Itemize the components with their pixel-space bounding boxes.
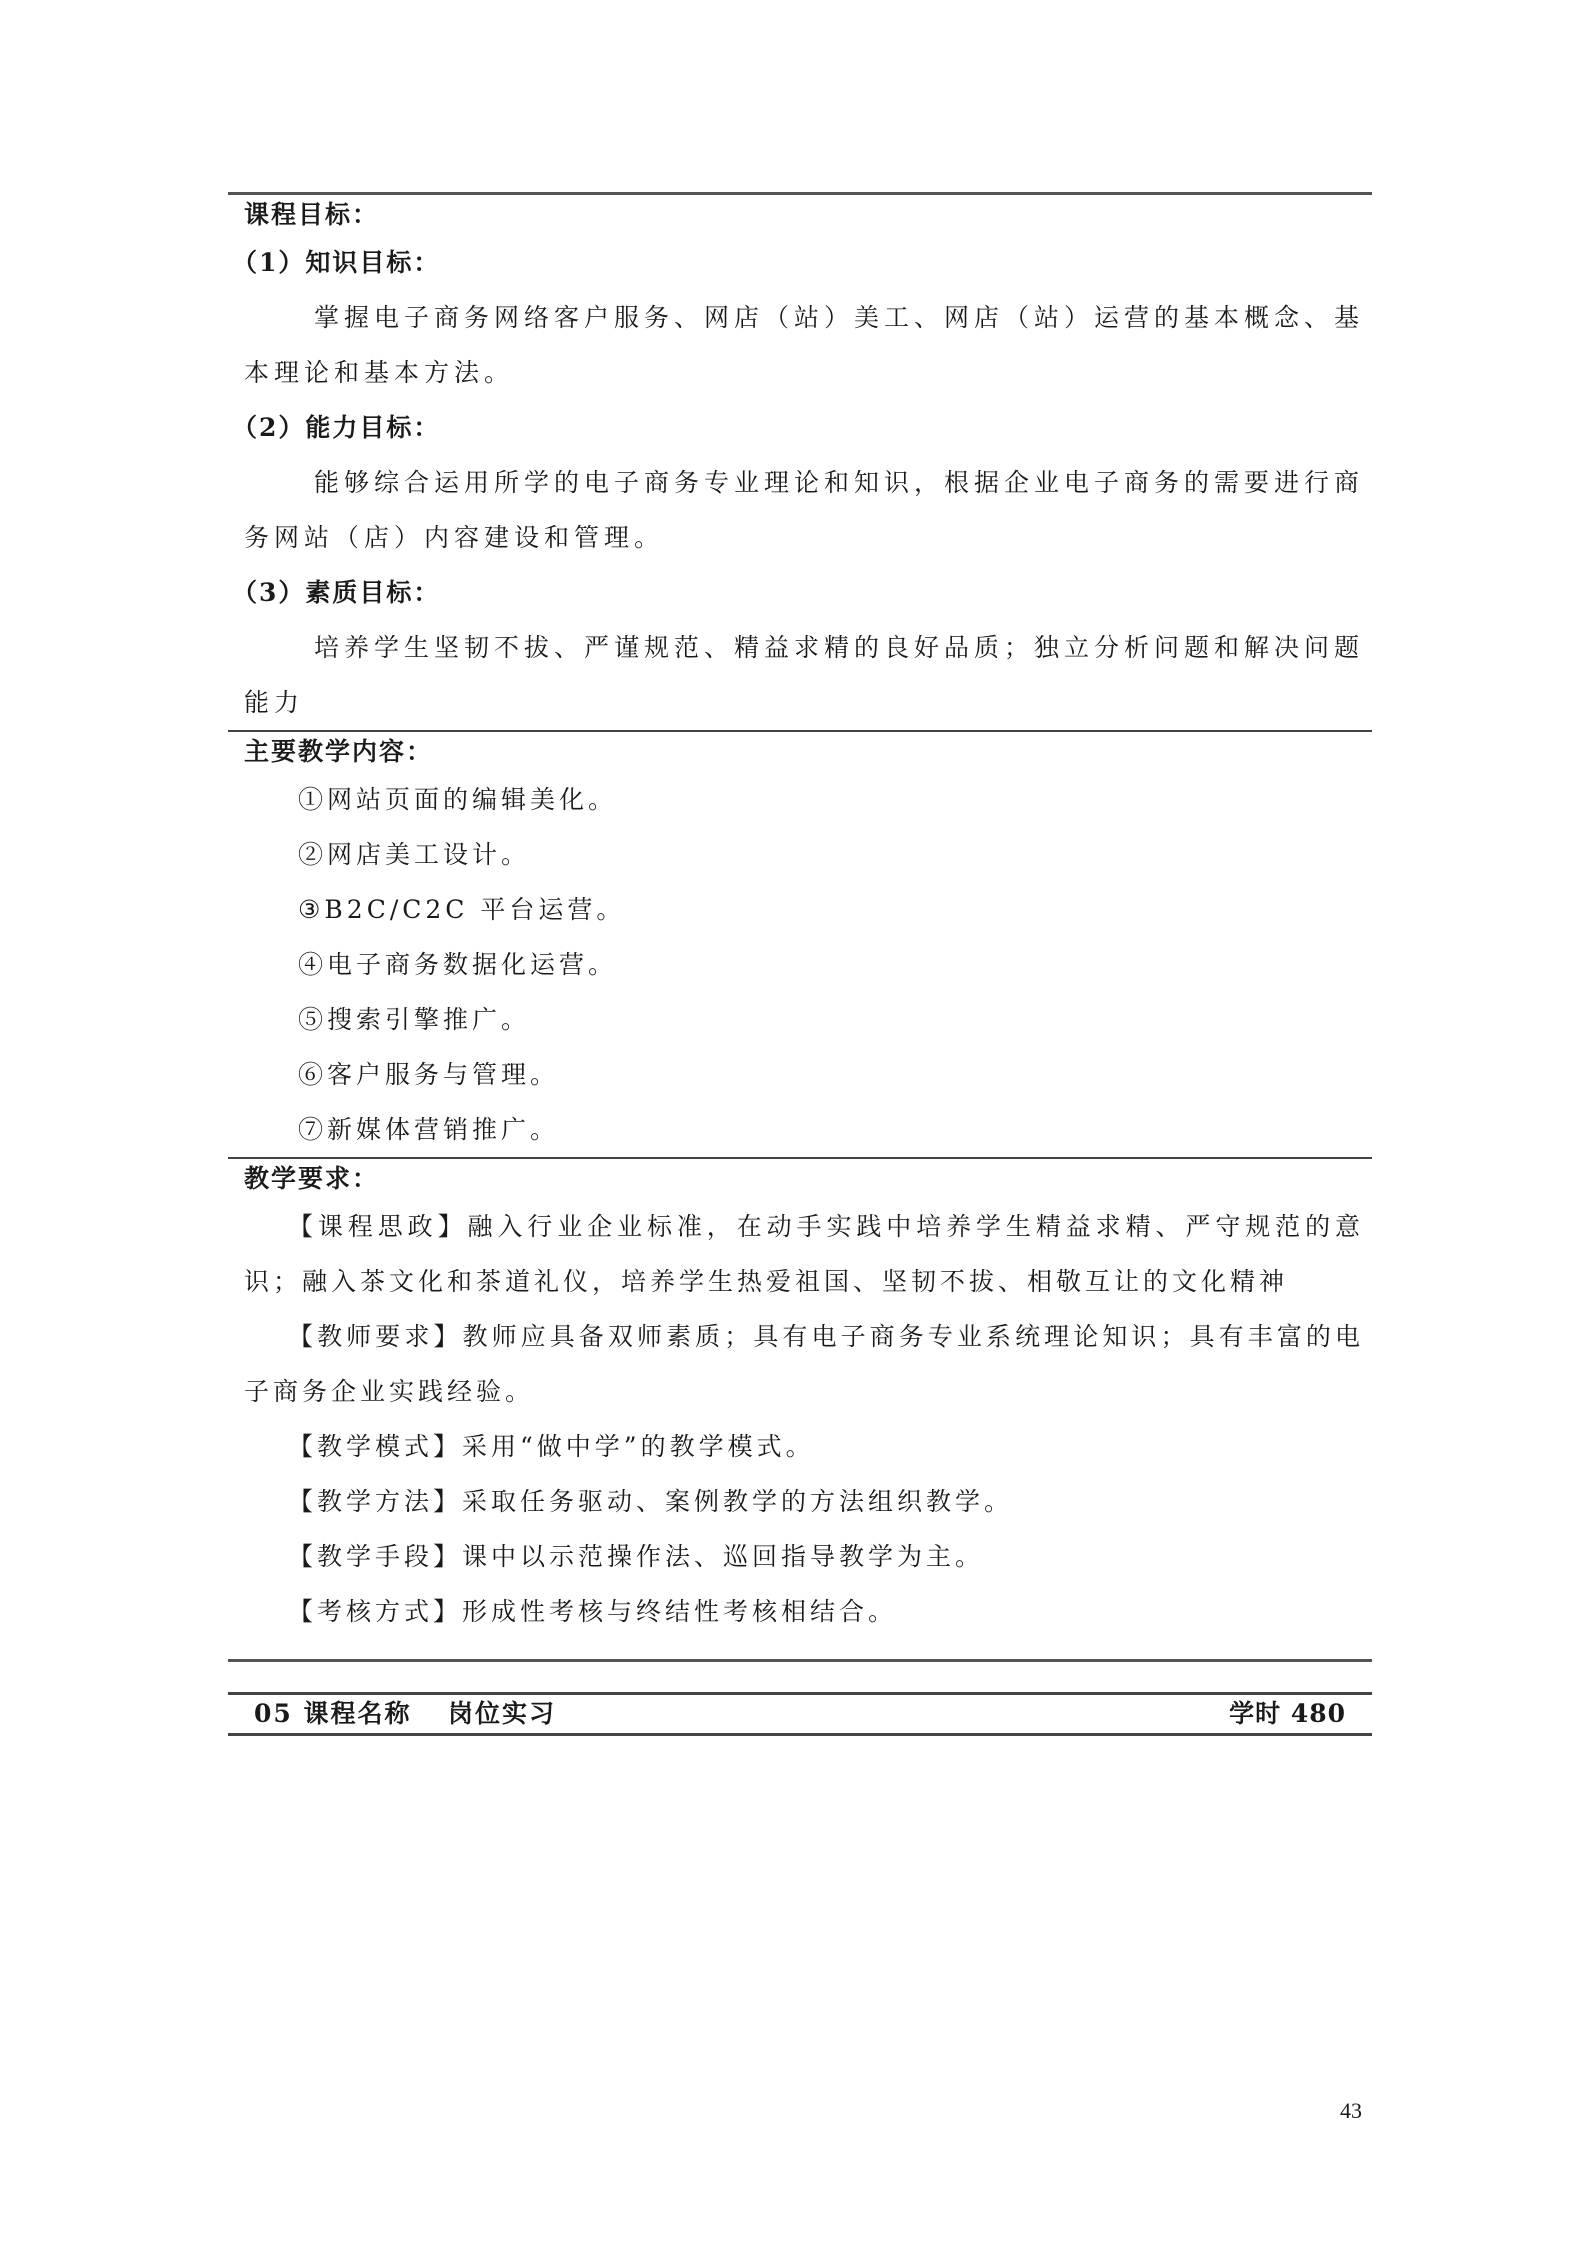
- knowledge-objective-title: （1）知识目标：: [232, 248, 441, 277]
- course-name: 岗位实习: [448, 1699, 557, 1728]
- quality-objective-text: 培养学生坚韧不拔、严谨规范、精益求精的良好品质；独立分析问题和解决问题能力: [244, 633, 1365, 717]
- knowledge-objective-text: 掌握电子商务网络客户服务、网店（站）美工、网店（站）运营的基本概念、基本理论和基本方法。: [244, 303, 1365, 387]
- content-item: ④电子商务数据化运营。: [298, 950, 618, 979]
- course-hours: 学时 480: [1229, 1699, 1346, 1728]
- quality-objective-title: （3）素质目标：: [232, 578, 441, 607]
- table-bottom-border: [228, 1659, 1372, 1662]
- objectives-heading: 课程目标：: [244, 200, 380, 229]
- content-item: ②网店美工设计。: [298, 840, 531, 869]
- requirement-item: 【教师要求】教师应具备双师素质；具有电子商务专业系统理论知识；具有丰富的电子商务企业实践经验。: [244, 1322, 1364, 1406]
- course-number-label: 05 课程名称: [254, 1699, 412, 1728]
- next-course-header: [228, 1692, 1372, 1736]
- content-item: ①网站页面的编辑美化。: [298, 785, 618, 814]
- requirement-item: 【教学方法】采取任务驱动、案例教学的方法组织教学。: [288, 1487, 1014, 1516]
- content-section: [228, 732, 1372, 1157]
- course-detail-table: [228, 192, 1372, 1662]
- content-item: ⑤搜索引擎推广。: [298, 1005, 531, 1034]
- requirement-item: 【课程思政】融入行业企业标准，在动手实践中培养学生精益求精、严守规范的意识；融入茶文化和茶道礼仪，培养学生热爱祖国、坚韧不拔、相敬互让的文化精神: [244, 1212, 1364, 1296]
- objectives-section: [228, 195, 1372, 730]
- requirements-heading: 教学要求：: [244, 1164, 380, 1193]
- content-item: ⑥客户服务与管理。: [298, 1060, 560, 1089]
- requirements-section: [228, 1159, 1372, 1659]
- content-heading: 主要教学内容：: [244, 737, 434, 766]
- content-item: ③B2C/C2C 平台运营。: [298, 895, 626, 924]
- content-item: ⑦新媒体营销推广。: [298, 1115, 560, 1144]
- page-number: 43: [1340, 2098, 1362, 2123]
- requirement-item: 【教学模式】采用“做中学”的教学模式。: [288, 1432, 815, 1461]
- requirement-item: 【考核方式】形成性考核与终结性考核相结合。: [288, 1597, 898, 1626]
- requirement-item: 【教学手段】课中以示范操作法、巡回指导教学为主。: [288, 1542, 985, 1571]
- ability-objective-title: （2）能力目标：: [232, 413, 441, 442]
- ability-objective-text: 能够综合运用所学的电子商务专业理论和知识，根据企业电子商务的需要进行商务网站（店）内容建设和管理。: [244, 468, 1365, 552]
